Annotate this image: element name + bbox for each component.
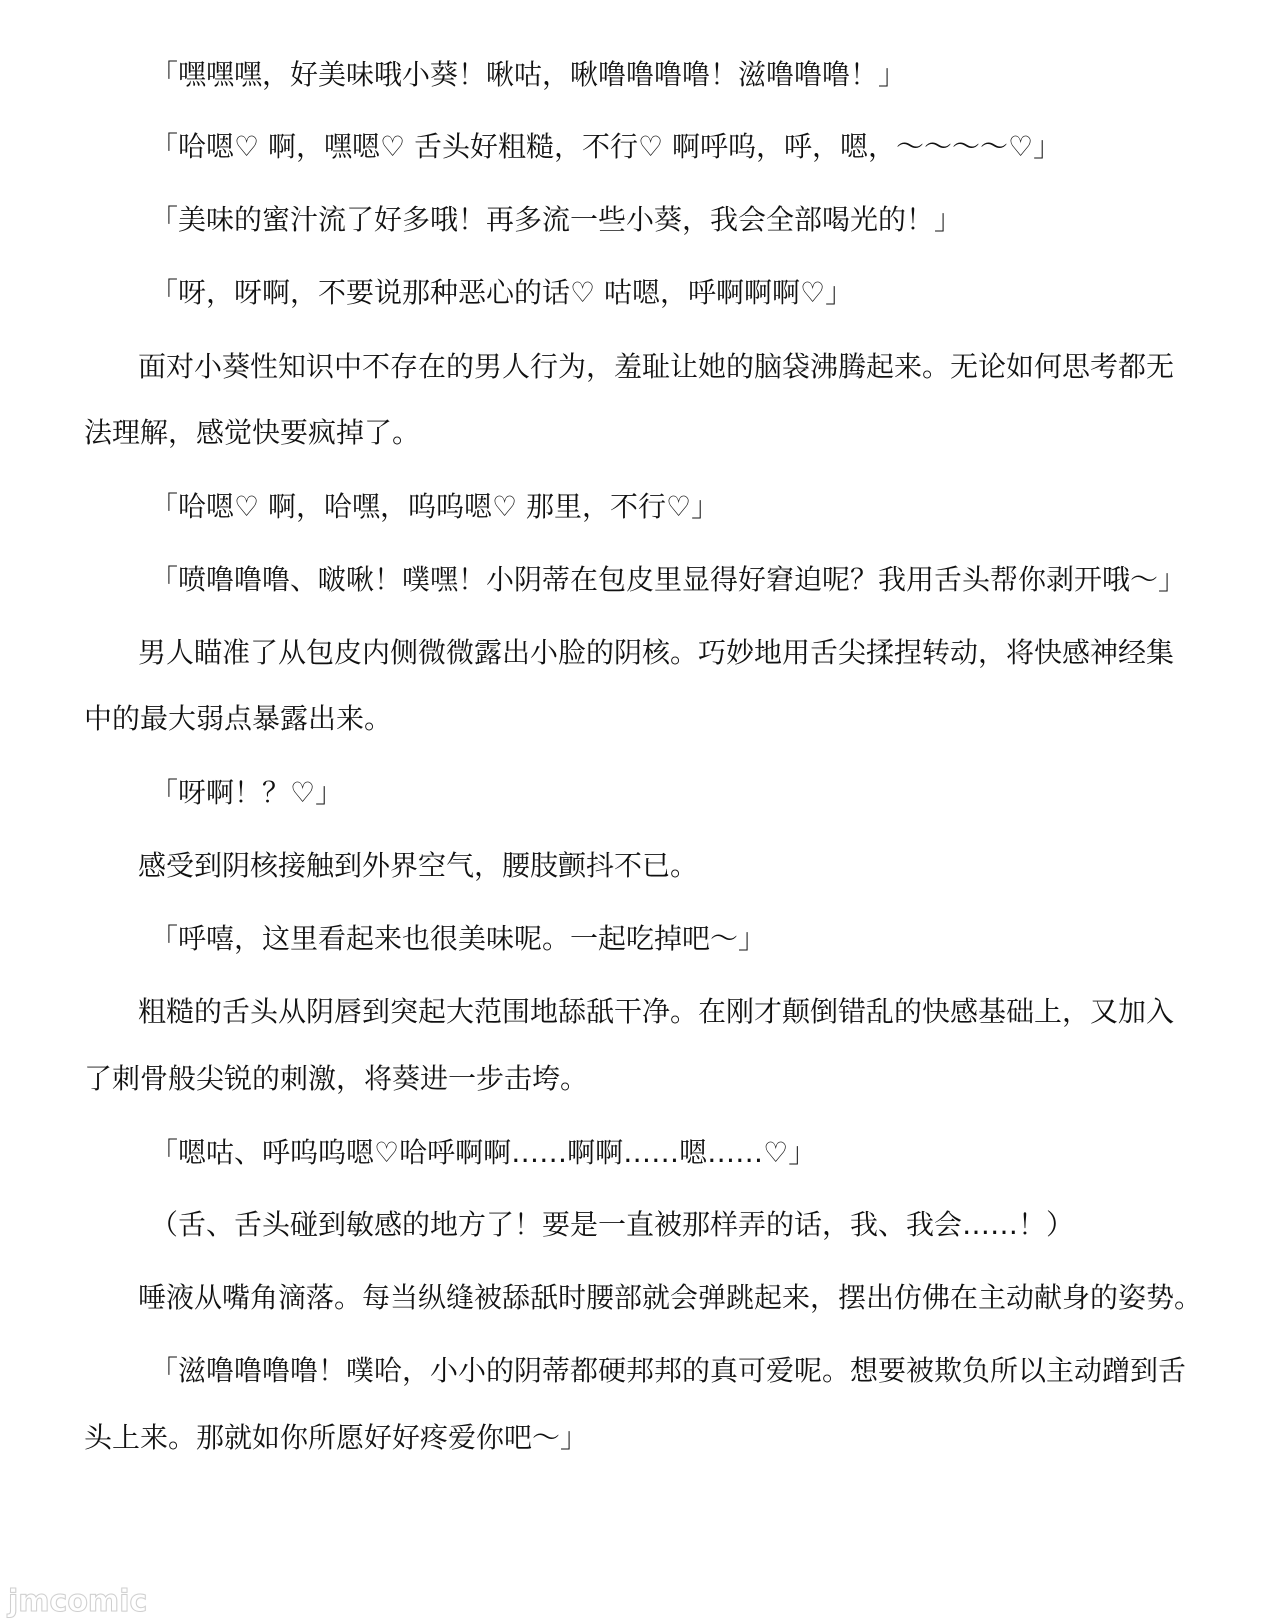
- text-line-11: 「呀啊！？♡」: [150, 776, 344, 809]
- text-line-6: 法理解，感觉快要疯掉了。: [84, 416, 421, 449]
- text-line-9: 男人瞄准了从包皮内侧微微露出小脸的阴核。巧妙地用舌尖揉捏转动，将快感神经集: [138, 636, 1175, 669]
- text-line-7: 「哈嗯♡ 啊，哈嘿，呜呜嗯♡ 那里，不行♡」: [150, 490, 720, 523]
- text-line-2: 「哈嗯♡ 啊，嘿嗯♡ 舌头好粗糙，不行♡ 啊呼呜，呼，嗯，～～～～♡」: [150, 130, 1062, 163]
- text-line-15: 了刺骨般尖锐的刺激，将葵进一步击垮。: [84, 1062, 589, 1095]
- text-line-18: 唾液从嘴角滴落。每当纵缝被舔舐时腰部就会弹跳起来，摆出仿佛在主动献身的姿势。: [138, 1281, 1203, 1314]
- text-line-16: 「嗯咕、呼呜呜嗯♡哈呼啊啊……啊啊……嗯……♡」: [150, 1136, 817, 1169]
- text-line-1: 「嘿嘿嘿，好美味哦小葵！啾咕，啾噜噜噜噜！滋噜噜噜！」: [150, 58, 907, 91]
- text-line-17: （舌、舌头碰到敏感的地方了！要是一直被那样弄的话，我、我会……！）: [150, 1208, 1075, 1241]
- text-line-8: 「喷噜噜噜、啵啾！噗嘿！小阴蒂在包皮里显得好窘迫呢？我用舌头帮你剥开哦～」: [150, 563, 1187, 596]
- text-line-3: 「美味的蜜汁流了好多哦！再多流一些小葵，我会全部喝光的！」: [150, 203, 963, 236]
- text-line-20: 头上来。那就如你所愿好好疼爱你吧～」: [84, 1421, 589, 1454]
- text-line-5: 面对小葵性知识中不存在的男人行为，羞耻让她的脑袋沸腾起来。无论如何思考都无: [138, 350, 1175, 383]
- text-line-10: 中的最大弱点暴露出来。: [84, 702, 393, 735]
- watermark-logo: jmcomic: [8, 1584, 148, 1619]
- text-line-13: 「呼嘻，这里看起来也很美味呢。一起吃掉吧～」: [150, 922, 767, 955]
- text-line-19: 「滋噜噜噜噜！噗哈，小小的阴蒂都硬邦邦的真可爱呢。想要被欺负所以主动蹭到舌: [150, 1354, 1187, 1387]
- text-line-12: 感受到阴核接触到外界空气，腰肢颤抖不已。: [138, 849, 699, 882]
- text-line-14: 粗糙的舌头从阴唇到突起大范围地舔舐干净。在刚才颠倒错乱的快感基础上，又加入: [138, 995, 1175, 1028]
- text-line-4: 「呀，呀啊，不要说那种恶心的话♡ 咕嗯，呼啊啊啊♡」: [150, 276, 854, 309]
